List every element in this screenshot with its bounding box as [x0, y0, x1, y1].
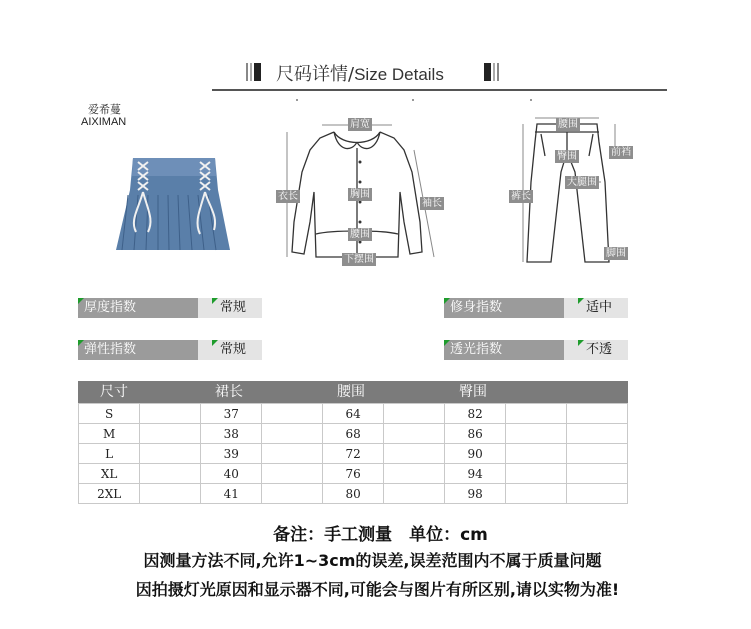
size-table: [78, 403, 628, 504]
divider-dot: [296, 99, 298, 101]
header-skirt-length: 裙长: [215, 384, 243, 400]
title-separator: /: [348, 64, 355, 85]
index-label: 修身指数: [444, 298, 564, 318]
divider-dot: [530, 99, 532, 101]
index-label: 弹性指数: [78, 340, 198, 360]
cell-empty: [140, 464, 201, 484]
cell-empty: [262, 484, 323, 504]
label-hem: 下摆围: [344, 254, 374, 265]
cell-empty: [506, 484, 567, 504]
note-measurement: 备注：手工测量 单位：cm: [273, 525, 488, 545]
cell-empty: [506, 404, 567, 424]
cell-size: L: [79, 444, 140, 464]
header-hip: 臀围: [459, 384, 487, 400]
cell-empty: [567, 424, 628, 444]
cell-empty: [262, 404, 323, 424]
index-value: 常规: [220, 340, 272, 360]
index-label: 透光指数: [444, 340, 564, 360]
cell-hip: 98: [445, 484, 506, 504]
cell-empty: [140, 484, 201, 504]
cell-empty: [262, 424, 323, 444]
note-color-disclaimer: 因拍摄灯光原因和显示器不同,可能会与图片有所区别,请以实物为准!: [135, 580, 620, 599]
table-row: [79, 484, 628, 504]
label-hip: 臀围: [557, 151, 577, 162]
cell-empty: [567, 484, 628, 504]
cell-empty: [506, 424, 567, 444]
cell-hip: 82: [445, 404, 506, 424]
table-row: [79, 464, 628, 484]
cell-empty: [567, 444, 628, 464]
title-cn: 尺码详情: [276, 64, 348, 85]
index-thickness: [78, 298, 262, 318]
note-tolerance: 因测量方法不同,允许1~3cm的误差,误差范围内不属于质量问题: [143, 551, 602, 570]
divider-dot: [412, 99, 414, 101]
cell-empty: [506, 444, 567, 464]
index-value: 常规: [220, 298, 272, 318]
cell-skirt-length: 40: [201, 464, 262, 484]
label-pants-length: 裤长: [511, 191, 531, 202]
index-label: 厚度指数: [78, 298, 198, 318]
title-en: Size Details: [354, 65, 444, 84]
size-table-header: [78, 381, 628, 403]
header-right-bars: [484, 63, 499, 81]
label-chest: 胸围: [350, 189, 370, 200]
cell-empty: [506, 464, 567, 484]
header-left-bars: [246, 63, 261, 81]
cell-size: XL: [79, 464, 140, 484]
cell-size: S: [79, 404, 140, 424]
label-front-rise: 前裆: [611, 147, 631, 158]
cell-empty: [567, 404, 628, 424]
cell-empty: [384, 404, 445, 424]
index-value: 不透: [586, 340, 638, 360]
cell-waist: 80: [323, 484, 384, 504]
cell-skirt-length: 39: [201, 444, 262, 464]
label-pants-waist: 腰围: [558, 119, 578, 130]
label-waist: 腰围: [350, 229, 370, 240]
label-shoulder-width: 肩宽: [350, 119, 370, 130]
cell-hip: 86: [445, 424, 506, 444]
cell-empty: [262, 444, 323, 464]
page-title: [276, 60, 444, 86]
cell-empty: [262, 464, 323, 484]
cell-empty: [140, 444, 201, 464]
index-value: 适中: [586, 298, 638, 318]
table-row: [79, 404, 628, 424]
skirt-image: [108, 150, 238, 260]
label-body-length: 衣长: [278, 191, 298, 202]
cell-waist: 64: [323, 404, 384, 424]
cell-empty: [140, 424, 201, 444]
header-size: 尺寸: [100, 384, 128, 400]
cell-waist: 72: [323, 444, 384, 464]
index-fit: [444, 298, 628, 318]
cell-empty: [567, 464, 628, 484]
header-waist: 腰围: [337, 384, 365, 400]
cell-hip: 94: [445, 464, 506, 484]
label-sleeve-length: 袖长: [422, 198, 442, 209]
cell-waist: 68: [323, 424, 384, 444]
cell-skirt-length: 38: [201, 424, 262, 444]
cell-empty: [384, 424, 445, 444]
cell-skirt-length: 37: [201, 404, 262, 424]
table-row: [79, 444, 628, 464]
cell-size: M: [79, 424, 140, 444]
index-elasticity: [78, 340, 262, 360]
cell-empty: [140, 404, 201, 424]
index-transparency: [444, 340, 628, 360]
header-rule: [212, 89, 667, 91]
cell-empty: [384, 464, 445, 484]
cell-empty: [384, 444, 445, 464]
table-row: [79, 424, 628, 444]
cell-hip: 90: [445, 444, 506, 464]
brand-name-cn: 爱希蔓: [88, 103, 121, 116]
label-thigh: 大腿围: [567, 177, 597, 188]
cell-empty: [384, 484, 445, 504]
cell-skirt-length: 41: [201, 484, 262, 504]
cell-size: 2XL: [79, 484, 140, 504]
brand-name-en: AIXIMAN: [81, 116, 127, 128]
cell-waist: 76: [323, 464, 384, 484]
label-leg-opening: 脚围: [606, 248, 626, 259]
